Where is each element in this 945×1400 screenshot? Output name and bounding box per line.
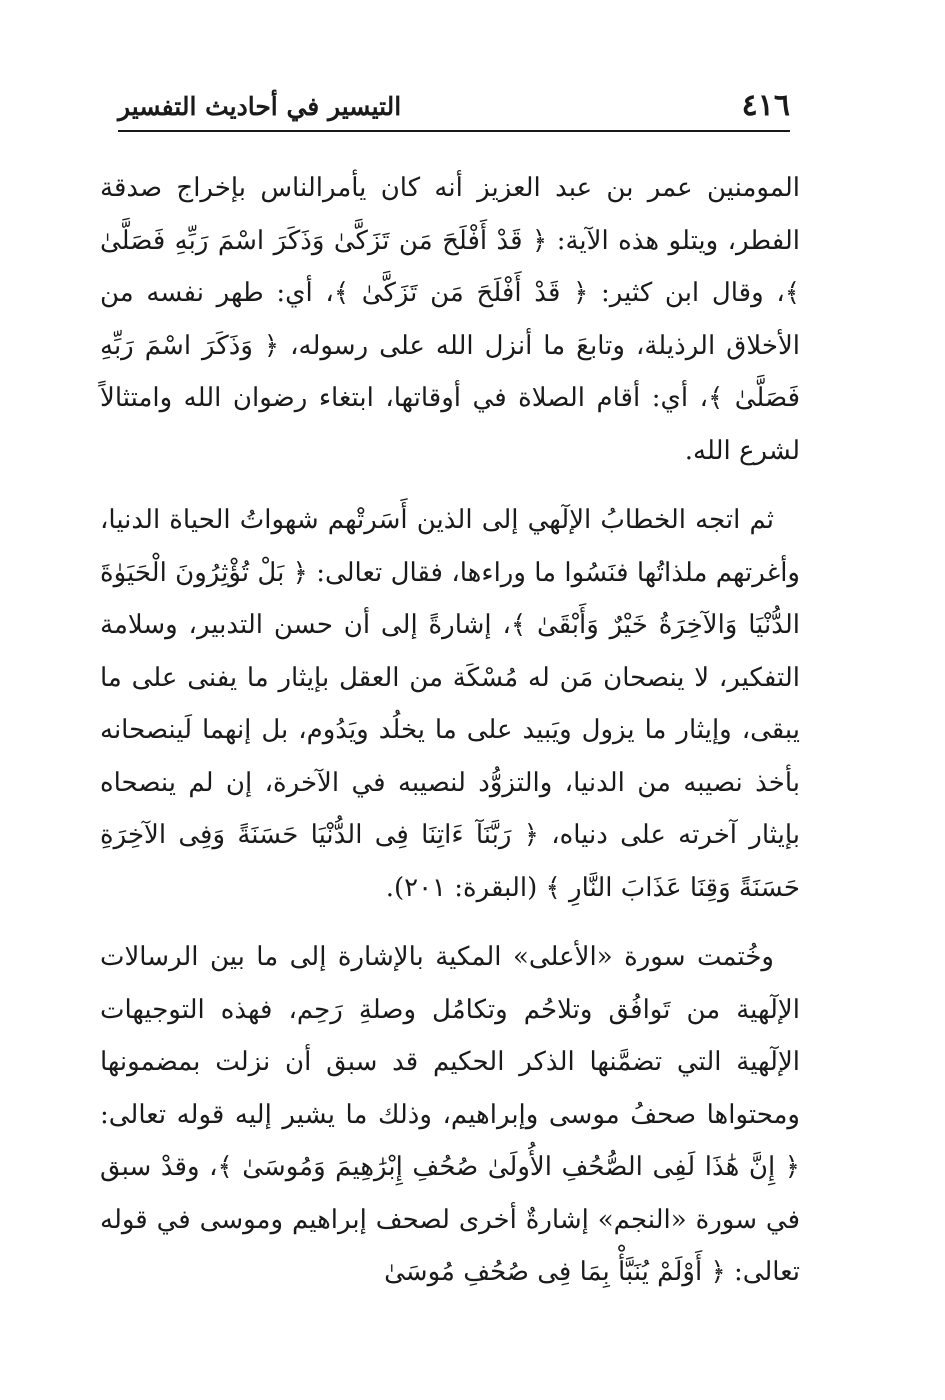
paragraph-worldly-desires: ثم اتجه الخطابُ الإلٓهي إلى الذين أَسَرتْهم شهواتُ الحياة الدنيا، وأغرتهم ملذاتُها فنَسُوا ما وراءها، فقال تعالى: ﴿ بَلْ تُؤْثِرُونَ الْحَيَوٰةَ الدُّنْيَا وَالآخِرَةُ خَيْرٌ وَأَبْقَىٰ ﴾، إشارةً إلى أن حسن التدبير، وسلامة التفكير، لا ينصحان مَن له مُسْكَة من العقل بإيثار ما يفنى على ما يبقى، وإيثار ما يزول ويَبيد على ما يخلُد ويَدُوم، بل إنهما لَينصحانه بأخذ نصيبه من الدنيا، والتزوُّد لنصيبه في الآخرة، إن لم ينصحاه بإيثار آخرته على دنياه، ﴿ رَبَّنَآ ءَاتِنَا فِى الدُّنْيَا حَسَنَةً وَفِى الآخِرَةِ حَسَنَةً وَقِنَا عَذَابَ النَّارِ ﴾ (البقرة: ٢٠١).	[100, 505, 800, 903]
paragraph-continuation: المومنين عمر بن عبد العزيز أنه كان يأمرالناس بإخراج صدقة الفطر، ويتلو هذه الآية: ﴿ قَدْ أَفْلَحَ مَن تَزَكَّىٰ وَذَكَرَ اسْمَ رَبِّهِ فَصَلَّىٰ ﴾، وقال ابن كثير: ﴿ قَدْ أَفْلَحَ مَن تَزَكَّىٰ ﴾، أي: طهر نفسه من الأخلاق الرذيلة، وتابعَ ما أنزل الله على رسوله، ﴿ وَذَكَرَ اسْمَ رَبِّهِ فَصَلَّىٰ ﴾، أي: أقام الصلاة في أوقاتها، ابتغاء رضوان الله وامتثالاً لشرع الله.	[100, 173, 800, 466]
running-title: التيسير في أحاديث التفسير	[118, 92, 402, 121]
page-number: ٤١٦	[741, 88, 790, 123]
paragraph-surah-ending: وخُتمت سورة «الأعلى» المكية بالإشارة إلى ما بين الرسالات الإلٓهية من تَوافُق وتلاحُم وتكامُل وصلةِ رَحِم، فهذه التوجيهات الإلٓهية التي تضمَّنها الذكر الحكيم قد سبق أن نزلت بمضمونها ومحتواها صحفُ موسى وإبراهيم، وذلك ما يشير إليه قوله تعالى: ﴿ إِنَّ هَٰذَا لَفِى الصُّحُفِ الأُولَىٰ صُحُفِ إِبْرَٰهِيمَ وَمُوسَىٰ ﴾، وقدْ سبق في سورة «النجم» إشارةٌ أخرى لصحف إبراهيم وموسى في قوله تعالى: ﴿ أَوْلَمْ يُنَبَّأْ بِمَا فِى صُحُفِ مُوسَىٰ	[100, 942, 801, 1287]
page-body	[100, 162, 800, 1299]
header-divider	[118, 130, 790, 132]
page-header	[118, 84, 790, 128]
